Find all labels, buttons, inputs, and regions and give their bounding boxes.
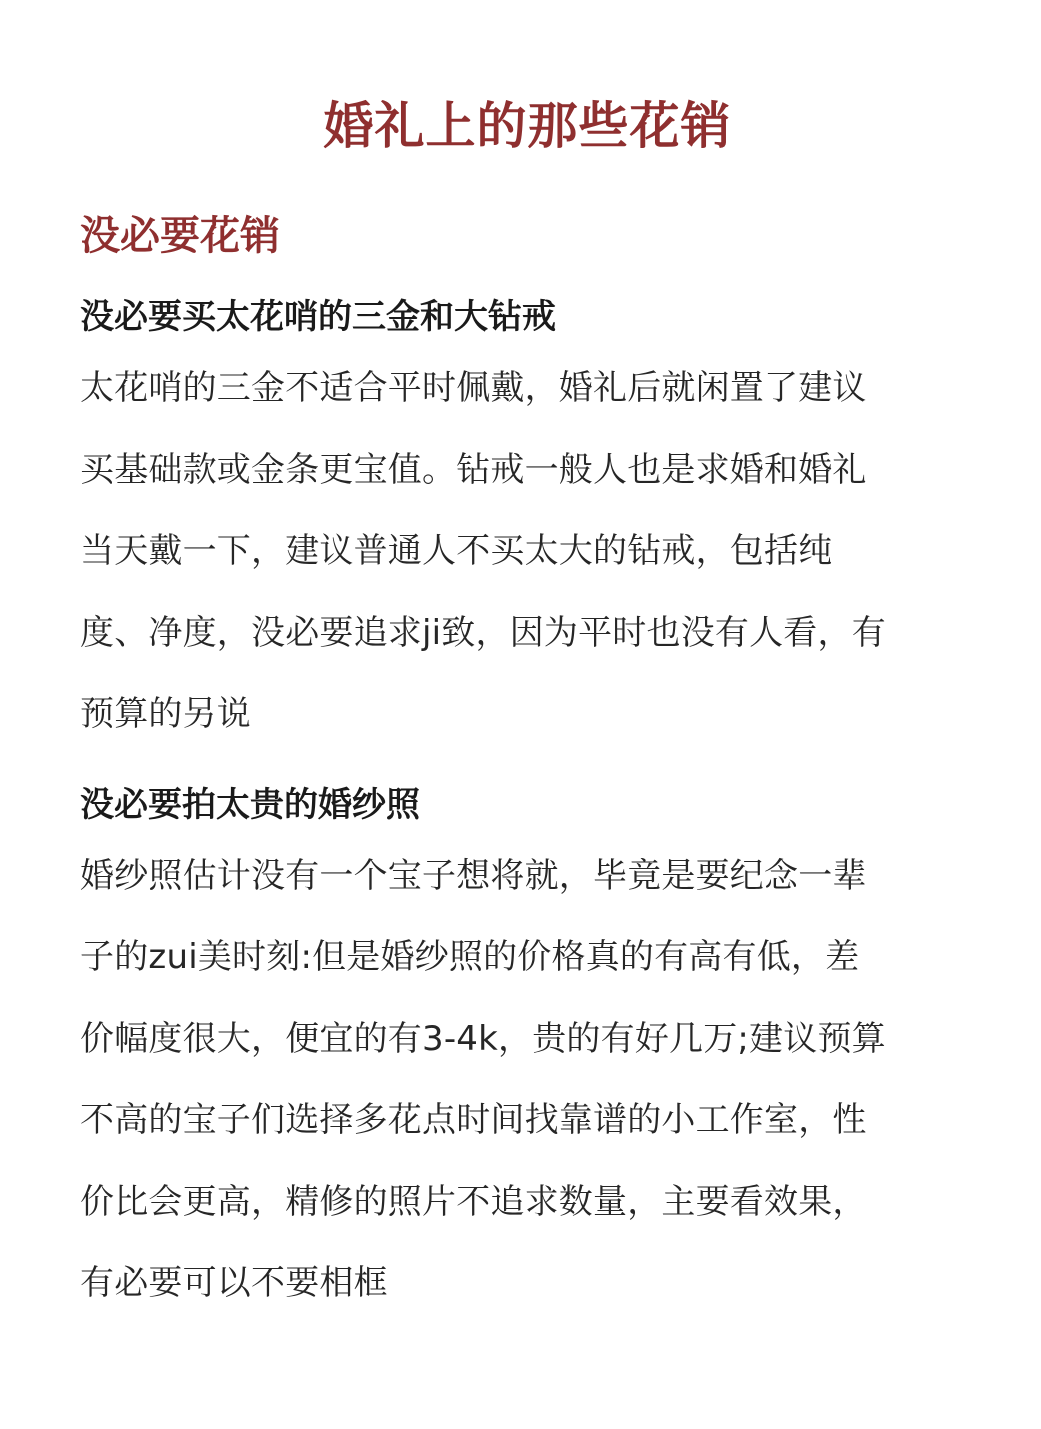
page-title: 婚礼上的那些花销 bbox=[323, 97, 732, 155]
section-item bbox=[80, 774, 975, 1325]
paragraph-line: 度、净度，没必要追求ji致，因为平时也没有人看，有 bbox=[80, 612, 886, 653]
paragraph-line: 太花哨的三金不适合平时佩戴，婚礼后就闲置了建议 bbox=[80, 368, 867, 408]
paragraph-line: 预算的另说 bbox=[80, 694, 251, 734]
paragraph-line: 婚纱照估计没有一个宝子想将就，毕竟是要纪念一辈 bbox=[80, 855, 867, 896]
paragraph-line: 有必要可以不要相框 bbox=[80, 1263, 388, 1303]
paragraph-wedding-photos bbox=[80, 836, 975, 1325]
paragraph-line: 不高的宝子们选择多花点时间找靠谱的小工作室，性 bbox=[80, 1100, 867, 1140]
paragraph-line: 子的zui美时刻:但是婚纱照的价格真的有高有低，差 bbox=[80, 937, 860, 977]
paragraph-line: 价幅度很大，便宜的有3-4k，贵的有好几万;建议预算 bbox=[80, 1018, 886, 1059]
section-heading: 没必要花销 bbox=[80, 213, 280, 259]
paragraph-line: 当天戴一下，建议普通人不买太大的钻戒，包括纯 bbox=[80, 531, 833, 571]
section-item bbox=[80, 286, 975, 756]
sub-heading-rings: 没必要买太花哨的三金和大钻戒 bbox=[80, 297, 556, 337]
paragraph-line: 买基础款或金条更宝值。钻戒一般人也是求婚和婚礼 bbox=[80, 449, 867, 490]
paragraph-line: 价比会更高，精修的照片不追求数量，主要看效果， bbox=[80, 1181, 867, 1222]
paragraph-rings bbox=[80, 348, 975, 756]
sub-heading-wedding-photos: 没必要拍太贵的婚纱照 bbox=[80, 784, 420, 825]
